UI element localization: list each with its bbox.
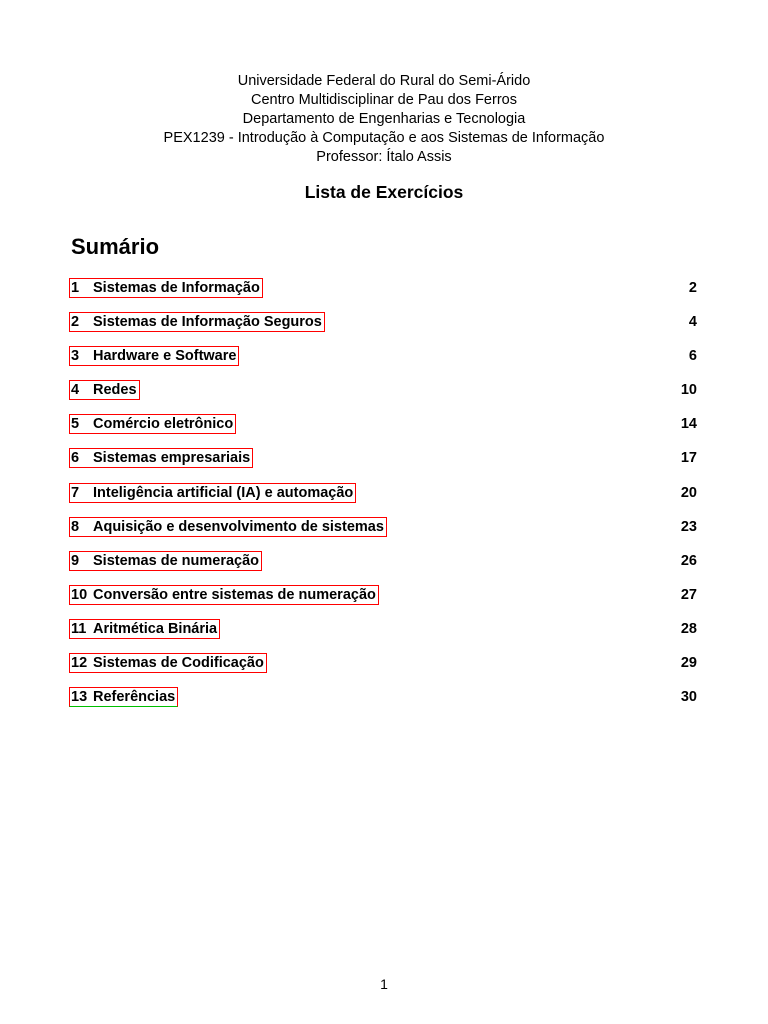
toc-page-number: 26 [680, 552, 697, 569]
toc-entry [69, 310, 699, 344]
toc-entry [69, 583, 699, 617]
toc-page-number: 2 [688, 280, 697, 296]
toc-link[interactable] [69, 551, 262, 571]
toc-section-title: Aquisição e desenvolvimento de sistemas [93, 518, 384, 535]
toc-page-number: 4 [688, 314, 697, 331]
toc-link[interactable] [69, 414, 236, 434]
toc-section-number: 13 [71, 689, 88, 706]
toc-link[interactable] [69, 380, 140, 400]
toc-page-number: 28 [680, 620, 697, 637]
toc-section-number: 2 [71, 314, 80, 331]
toc-section-title: Referências [93, 689, 176, 706]
toc-entry [69, 412, 699, 446]
toc-section-number: 9 [71, 552, 80, 569]
toc-page-number: 20 [680, 484, 697, 501]
professor-name: Professor: Ítalo Assis [316, 149, 452, 165]
toc-link[interactable] [69, 312, 325, 332]
toc-section-title: Conversão entre sistemas de numeração [93, 586, 376, 603]
toc-link[interactable] [69, 278, 263, 298]
toc-section-title: Sistemas de Informação Seguros [93, 314, 322, 331]
toc-entry [69, 481, 699, 515]
toc-section-number: 3 [71, 348, 80, 365]
toc-section-title: Sistemas de numeração [93, 552, 260, 569]
document-title: Lista de Exercícios [304, 182, 464, 202]
toc-section-title: Inteligência artificial (IA) e automação [93, 484, 354, 501]
toc-link[interactable] [69, 483, 356, 503]
toc-section-number: 12 [71, 655, 88, 672]
toc-page-number: 27 [680, 586, 697, 603]
document-header [0, 72, 768, 167]
toc-section-title: Sistemas empresariais [93, 450, 251, 467]
toc-entry [69, 515, 699, 549]
toc-page-number: 6 [688, 348, 697, 365]
toc-page-number: 14 [680, 416, 697, 433]
page-number: 1 [380, 976, 388, 992]
toc-entry [69, 617, 699, 651]
course-name: PEX1239 - Introdução à Computação e aos Sistemas de Informação [163, 130, 605, 146]
toc-link[interactable] [69, 346, 239, 366]
toc-section-number: 4 [71, 382, 80, 399]
toc-section-title: Hardware e Software [93, 348, 237, 365]
toc-section-number: 7 [71, 484, 80, 501]
toc-link[interactable] [69, 653, 267, 673]
toc-section-number: 8 [71, 518, 80, 535]
toc-section-title: Aritmética Binária [93, 620, 218, 637]
toc-entry [69, 651, 699, 685]
toc-section-title: Sistemas de Codificação [93, 655, 264, 672]
toc-entry [69, 276, 699, 310]
toc-link[interactable] [69, 585, 379, 605]
toc-link[interactable] [69, 448, 253, 468]
toc-section-title: Redes [93, 382, 137, 399]
toc-page-number: 10 [680, 382, 697, 399]
toc-entry [69, 685, 699, 719]
toc-page-number: 29 [680, 655, 697, 672]
toc-heading: Sumário [71, 234, 160, 259]
toc-entry [69, 344, 699, 378]
toc-page-number: 30 [680, 689, 697, 706]
toc-section-title: Comércio eletrônico [93, 416, 234, 433]
toc-entry [69, 549, 699, 583]
toc-section-number: 5 [71, 416, 80, 433]
table-of-contents [69, 276, 699, 719]
toc-link[interactable] [69, 517, 387, 537]
toc-link[interactable] [69, 687, 178, 707]
toc-section-number: 11 [71, 620, 87, 637]
university-name: Universidade Federal do Rural do Semi-Árido [237, 73, 531, 89]
toc-section-number: 6 [71, 450, 80, 467]
toc-section-title: Sistemas de Informação [93, 280, 260, 296]
center-name: Centro Multidisciplinar de Pau dos Ferros [251, 92, 517, 108]
toc-page-number: 17 [680, 450, 697, 467]
department-name: Departamento de Engenharias e Tecnologia [242, 111, 526, 127]
toc-page-number: 23 [680, 518, 697, 535]
toc-section-number: 1 [71, 280, 80, 296]
toc-entry [69, 446, 699, 480]
toc-link[interactable] [69, 619, 220, 639]
toc-section-number: 10 [71, 586, 88, 603]
toc-entry [69, 378, 699, 412]
